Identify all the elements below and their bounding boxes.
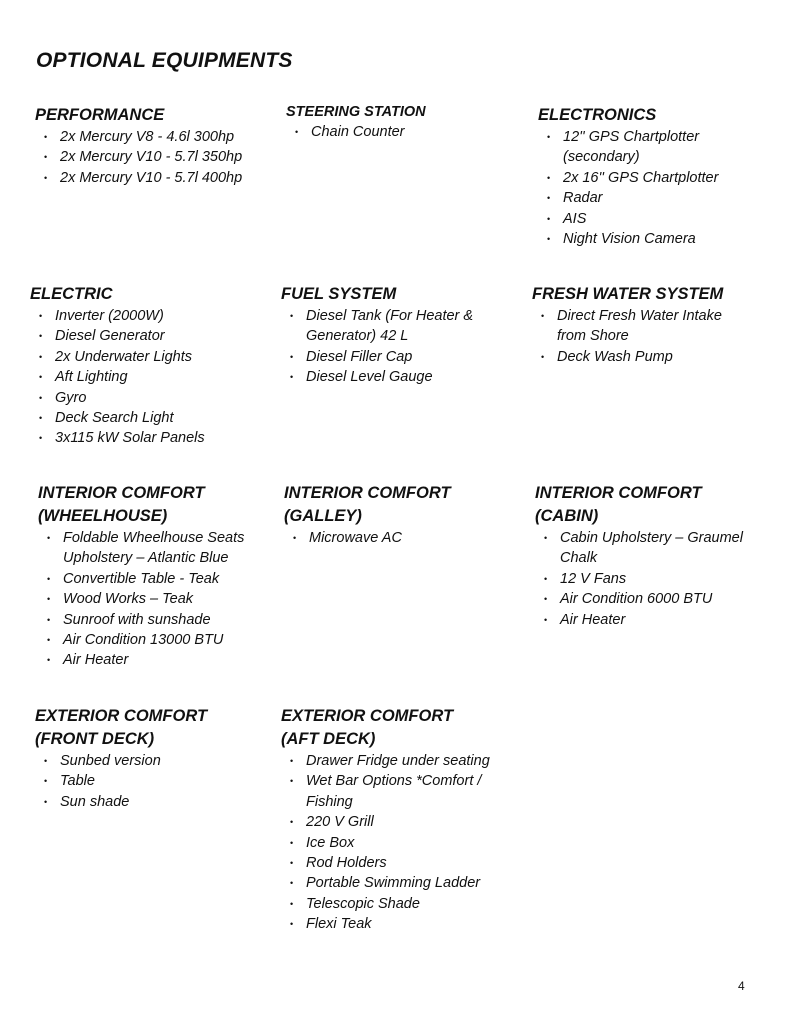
section-title-line: INTERIOR COMFORT bbox=[284, 484, 451, 502]
list-item: • 2x Mercury V10 - 5.7l 400hp bbox=[35, 168, 275, 188]
list-item: • Deck Wash Pump bbox=[532, 347, 742, 367]
section-title bbox=[281, 705, 521, 751]
section-subtitle-line: (AFT DECK) bbox=[281, 730, 376, 748]
section-subtitle-line: (GALLEY) bbox=[284, 507, 362, 525]
list-item: • AIS bbox=[538, 209, 738, 229]
list-item: • Diesel Level Gauge bbox=[281, 367, 486, 387]
item-list bbox=[38, 528, 268, 671]
section-steering-station bbox=[286, 102, 526, 142]
list-item: • Wood Works – Teak bbox=[38, 589, 268, 609]
list-item: • Rod Holders bbox=[281, 853, 511, 873]
section-fresh-water-system bbox=[532, 283, 772, 367]
section-title-line: STEERING STATION bbox=[286, 104, 426, 120]
section-subtitle-line: (FRONT DECK) bbox=[35, 730, 155, 748]
section-title-line: ELECTRONICS bbox=[538, 106, 657, 124]
section-title bbox=[35, 705, 275, 751]
section-title-line: PERFORMANCE bbox=[35, 106, 165, 124]
item-list bbox=[35, 127, 275, 188]
section-title bbox=[38, 482, 278, 528]
list-item: • Radar bbox=[538, 188, 738, 208]
section-exterior-front-deck bbox=[35, 705, 275, 812]
list-item: • 2x Mercury V8 - 4.6l 300hp bbox=[35, 127, 275, 147]
list-item: • Wet Bar Options *Comfort / Fishing bbox=[281, 771, 511, 812]
section-title bbox=[30, 283, 270, 306]
list-item: • 12'' GPS Chartplotter (secondary) bbox=[538, 127, 738, 168]
list-item: • 3x115 kW Solar Panels bbox=[30, 428, 270, 448]
list-item: • 2x 16'' GPS Chartplotter bbox=[538, 168, 738, 188]
section-performance bbox=[35, 104, 275, 188]
section-title-line: EXTERIOR COMFORT bbox=[35, 707, 208, 725]
section-electronics bbox=[538, 104, 778, 249]
section-title-line: INTERIOR COMFORT bbox=[535, 484, 702, 502]
list-item: • Inverter (2000W) bbox=[30, 306, 270, 326]
section-interior-cabin bbox=[535, 482, 775, 630]
item-list bbox=[35, 751, 275, 812]
list-item: • Chain Counter bbox=[286, 122, 526, 142]
list-item: • Diesel Tank (For Heater & Generator) 42 L bbox=[281, 306, 486, 347]
item-list bbox=[538, 127, 738, 249]
item-list bbox=[532, 306, 742, 367]
list-item: • Gyro bbox=[30, 388, 270, 408]
section-title bbox=[286, 102, 526, 122]
section-title bbox=[35, 104, 275, 127]
section-title-line: INTERIOR COMFORT bbox=[38, 484, 205, 502]
item-list bbox=[281, 306, 486, 388]
list-item: • Foldable Wheelhouse Seats Upholstery – Atlantic Blue bbox=[38, 528, 268, 569]
item-list bbox=[535, 528, 761, 630]
page-title: OPTIONAL EQUIPMENTS bbox=[36, 49, 293, 72]
list-item: • 220 V Grill bbox=[281, 812, 511, 832]
page-number: 4 bbox=[738, 979, 745, 993]
section-title bbox=[281, 283, 521, 306]
item-list bbox=[286, 122, 526, 142]
section-exterior-aft-deck bbox=[281, 705, 521, 935]
section-electric bbox=[30, 283, 270, 449]
section-fuel-system bbox=[281, 283, 521, 388]
list-item: • Convertible Table - Teak bbox=[38, 569, 268, 589]
list-item: • Sun shade bbox=[35, 792, 275, 812]
list-item: • 2x Underwater Lights bbox=[30, 347, 270, 367]
section-title bbox=[538, 104, 778, 127]
list-item: • Flexi Teak bbox=[281, 914, 511, 934]
list-item: • Cabin Upholstery – Graumel Chalk bbox=[535, 528, 761, 569]
list-item: • Sunroof with sunshade bbox=[38, 610, 268, 630]
list-item: • 12 V Fans bbox=[535, 569, 761, 589]
item-list bbox=[30, 306, 270, 449]
list-item: • Microwave AC bbox=[284, 528, 524, 548]
list-item: • Air Heater bbox=[535, 610, 761, 630]
section-title-line: FUEL SYSTEM bbox=[281, 285, 397, 303]
section-title-line: EXTERIOR COMFORT bbox=[281, 707, 454, 725]
list-item: • Diesel Filler Cap bbox=[281, 347, 486, 367]
item-list bbox=[284, 528, 524, 548]
list-item: • Direct Fresh Water Intake from Shore bbox=[532, 306, 742, 347]
list-item: • Aft Lighting bbox=[30, 367, 270, 387]
list-item: • Air Heater bbox=[38, 650, 268, 670]
list-item: • Air Condition 6000 BTU bbox=[535, 589, 761, 609]
item-list bbox=[281, 751, 511, 935]
section-title-line: FRESH WATER SYSTEM bbox=[532, 285, 724, 303]
list-item: • Portable Swimming Ladder bbox=[281, 873, 511, 893]
list-item: • Deck Search Light bbox=[30, 408, 270, 428]
list-item: • Telescopic Shade bbox=[281, 894, 511, 914]
list-item: • Ice Box bbox=[281, 833, 511, 853]
section-subtitle-line: (CABIN) bbox=[535, 507, 599, 525]
list-item: • Table bbox=[35, 771, 275, 791]
list-item: • Night Vision Camera bbox=[538, 229, 738, 249]
list-item: • Sunbed version bbox=[35, 751, 275, 771]
section-subtitle-line: (WHEELHOUSE) bbox=[38, 507, 168, 525]
list-item: • Air Condition 13000 BTU bbox=[38, 630, 268, 650]
list-item: • Diesel Generator bbox=[30, 326, 270, 346]
section-title bbox=[284, 482, 524, 528]
list-item: • Drawer Fridge under seating bbox=[281, 751, 511, 771]
section-title-line: ELECTRIC bbox=[30, 285, 113, 303]
list-item: • 2x Mercury V10 - 5.7l 350hp bbox=[35, 147, 275, 167]
section-interior-wheelhouse bbox=[38, 482, 278, 671]
section-interior-galley bbox=[284, 482, 524, 548]
section-title bbox=[532, 283, 772, 306]
section-title bbox=[535, 482, 775, 528]
